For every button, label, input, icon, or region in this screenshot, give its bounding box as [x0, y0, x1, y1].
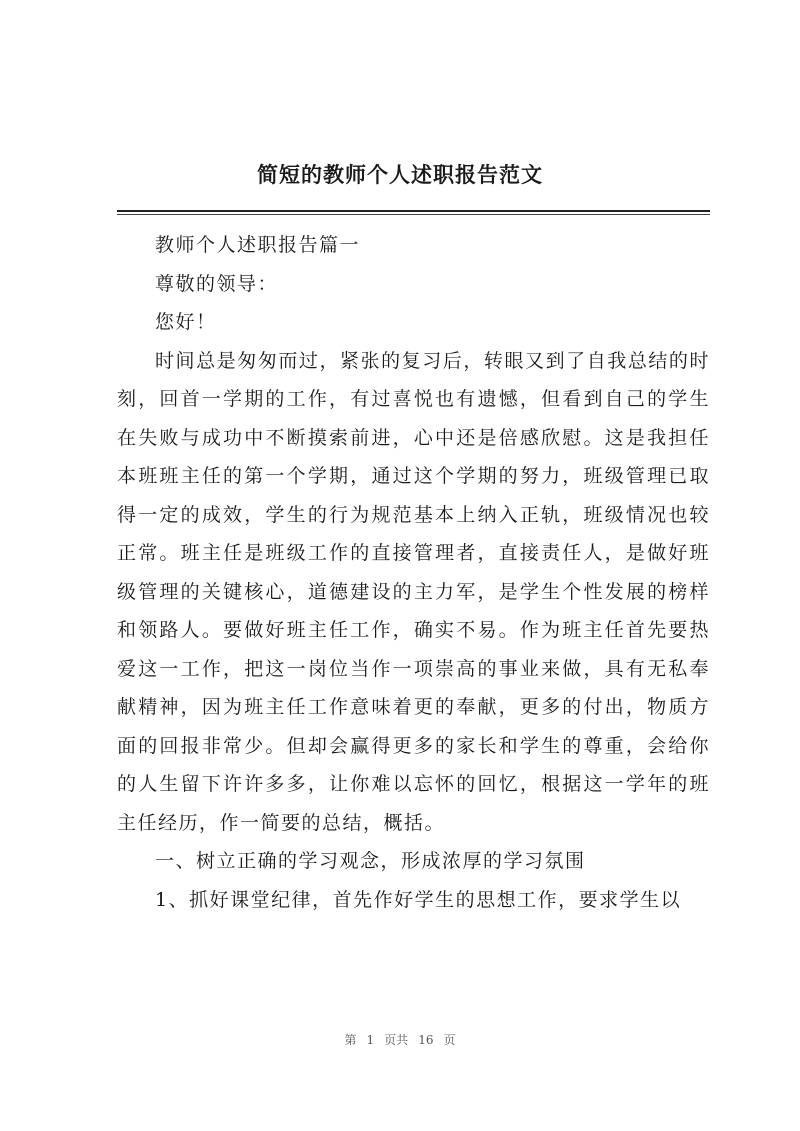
footer-total-pages: 16 [418, 1033, 434, 1047]
footer-current-page: 1 [366, 1033, 375, 1047]
body-paragraph: 时间总是匆匆而过，紧张的复习后，转眼又到了自我总结的时刻，回首一学期的工作，有过喜悦也有遗憾，但看到自己的学生在失败与成功中不断摸索前进，心中还是倍感欣慰。这是我担任本班班主任的第一个学期，通过这个学期的努力，班级管理已取得一定的成效，学生的行为规范基本上纳入正轨，班级情况也较正常。班主任是班级工作的直接管理者，直接责任人，是做好班级管理的关键核心，道德建设的主力军，是学生个性发展的榜样和领路人。要做好班主任工作，确实不易。作为班主任首先要热爱这一工作，把这一岗位当作一项崇高的事业来做，具有无私奉献精神，因为班主任工作意味着更的奉献，更多的付出，物质方面的回报非常少。但却会赢得更多的家长和学生的尊重，会给你的人生留下许许多多，让你难以忘怀的回忆，根据这一学年的班主任经历，作一简要的总结，概括。 [117, 349, 710, 834]
title-divider [117, 210, 710, 212]
title-divider-thin [117, 214, 710, 215]
list-item: 1、抓好课堂纪律，首先作好学生的思想工作，要求学生以 [155, 888, 682, 911]
subheading: 一、树立正确的学习观念，形成浓厚的学习氛围 [155, 850, 586, 872]
document-title: 简短的教师个人述职报告范文 [257, 162, 543, 187]
footer-suffix: 页 [443, 1033, 456, 1047]
greeting: 您好！ [155, 311, 217, 333]
salutation: 尊敬的领导： [155, 272, 279, 295]
footer-prefix: 第 [344, 1033, 357, 1047]
document-body [117, 226, 710, 919]
section-heading: 教师个人述职报告篇一 [155, 234, 361, 256]
footer-middle: 页共 [384, 1033, 409, 1047]
page-footer [0, 1031, 800, 1048]
